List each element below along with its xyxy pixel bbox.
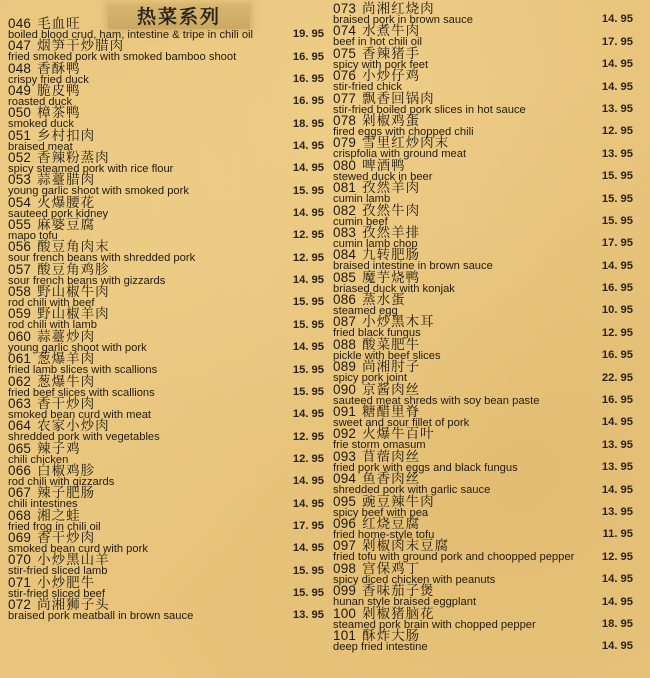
menu-item-english-description: sour french beans with shredded pork <box>8 252 196 265</box>
menu-item <box>8 328 326 354</box>
menu-item-number: 065 <box>8 440 32 456</box>
menu-item-price: 12. 95 <box>292 229 324 242</box>
menu-item-english-description: crispy fried duck <box>8 73 89 86</box>
menu-item-price: 14. 95 <box>292 408 324 421</box>
menu-item-chinese-name: 香辣猪手 <box>362 45 421 62</box>
menu-item-price: 12. 95 <box>601 550 633 563</box>
menu-item-price: 17. 95 <box>601 237 633 250</box>
menu-item-number: 099 <box>333 583 357 599</box>
menu-item-chinese-name: 小炒仔鸡 <box>362 68 421 85</box>
menu-item-english-description: hunan style braised eggplant <box>333 596 477 609</box>
menu-item-number: 076 <box>333 68 357 84</box>
menu-item-price: 14. 95 <box>601 573 633 586</box>
menu-item-chinese-name: 脆皮鸭 <box>37 83 81 100</box>
menu-item-heading <box>8 328 326 345</box>
menu-item <box>8 554 326 576</box>
menu-item-heading <box>333 381 633 398</box>
menu-item-english-description: braised pork in brown sauce <box>333 14 473 26</box>
menu-item-price: 12. 95 <box>292 430 324 443</box>
menu-item-chinese-name: 尚湘狮子头 <box>37 596 110 613</box>
menu-item-number: 083 <box>333 224 357 240</box>
menu-item-price: 16. 95 <box>601 282 633 295</box>
menu-item-english-description: spicy beef with pea <box>333 506 429 519</box>
menu-item-number: 093 <box>333 448 357 464</box>
menu-item-english-description: beef in hot chili oil <box>333 36 422 49</box>
menu-item-heading <box>8 60 326 77</box>
menu-item-chinese-name: 雪里红炒肉末 <box>362 135 450 152</box>
menu-item-number: 062 <box>8 373 32 389</box>
menu-item-number: 082 <box>333 202 357 218</box>
menu-item-chinese-name: 剁椒肉末豆腐 <box>362 538 450 555</box>
menu-item-heading <box>333 605 633 622</box>
menu-item-chinese-name: 湘之蛙 <box>37 507 81 524</box>
menu-item <box>333 249 633 271</box>
menu-item-english-description: frie storm omasum <box>333 439 426 452</box>
menu-item-english-description: braised pork meatball in brown sauce <box>8 609 194 622</box>
menu-item <box>333 361 633 383</box>
menu-item-number: 056 <box>8 239 32 255</box>
menu-item-english-description: chili chicken <box>8 453 69 466</box>
menu-item-number: 073 <box>333 1 357 16</box>
menu-item-chinese-name: 野山椒牛肉 <box>37 284 110 301</box>
menu-item-chinese-name: 红烧豆腐 <box>362 515 421 532</box>
menu-item-number: 084 <box>333 247 357 263</box>
menu-item <box>8 194 326 220</box>
menu-item-english-description: cumin lamb <box>333 193 391 206</box>
menu-item <box>333 157 633 183</box>
menu-item-chinese-name: 麻婆豆腐 <box>37 217 96 234</box>
menu-item <box>333 473 633 495</box>
menu-item-heading <box>333 493 633 510</box>
menu-item-number: 072 <box>8 596 32 612</box>
menu-item-price: 17. 95 <box>601 35 633 48</box>
menu-item-price: 12. 95 <box>292 452 324 465</box>
menu-item-english-description: shredded pork with vegetables <box>8 431 160 444</box>
menu-item-chinese-name: 农家小炒肉 <box>37 418 110 435</box>
menu-item-price: 14. 95 <box>601 640 633 653</box>
menu-item <box>333 90 633 116</box>
menu-item-chinese-name: 野山椒羊肉 <box>37 306 110 323</box>
menu-item-number: 054 <box>8 194 32 210</box>
menu-item-price: 13. 95 <box>601 438 633 451</box>
menu-item-chinese-name: 小炒肥牛 <box>37 574 96 591</box>
menu-item-number: 052 <box>8 150 32 166</box>
menu-item-number: 053 <box>8 172 32 188</box>
menu-item-chinese-name: 糖醋里脊 <box>362 404 421 421</box>
menu-item <box>8 40 326 62</box>
menu-item-price: 15. 95 <box>292 385 324 398</box>
menu-item-english-description: rod chili with beef <box>8 297 95 310</box>
menu-item-price: 22. 95 <box>601 371 633 384</box>
menu-item-number: 077 <box>333 90 357 106</box>
menu-item-english-description: stir-fried sliced lamb <box>8 565 108 578</box>
menu-item-chinese-name: 白椒鸡胗 <box>37 462 96 479</box>
menu-item-number: 051 <box>8 127 32 143</box>
menu-item-number: 087 <box>333 314 357 330</box>
menu-item-number: 058 <box>8 284 32 300</box>
menu-item-number: 048 <box>8 60 32 76</box>
menu-item-price: 15. 95 <box>292 296 324 309</box>
menu-item-chinese-name: 蒜薹炒肉 <box>37 328 96 345</box>
menu-item <box>8 308 326 330</box>
menu-item-chinese-name: 蒸水蛋 <box>362 292 406 309</box>
menu-item-english-description: fried beef slices with scallions <box>8 386 155 399</box>
menu-item-heading <box>8 507 326 524</box>
menu-item-english-description: cumin lamb chop <box>333 237 418 250</box>
menu-item-number: 064 <box>8 418 32 434</box>
menu-item-number: 080 <box>333 157 357 173</box>
menu-item <box>333 182 633 204</box>
menu-item <box>333 202 633 228</box>
menu-item-chinese-name: 香辣粉蒸肉 <box>37 150 110 167</box>
menu-item-english-description: fried tofu with ground pork and choopped pepper <box>333 551 575 564</box>
section-title: 热菜系列 <box>136 6 221 28</box>
menu-item-english-description: fired eggs with chopped chili <box>333 125 474 138</box>
menu-item-english-description: fried black fungus <box>333 327 421 340</box>
menu-item-number: 070 <box>8 552 32 568</box>
menu-item-chinese-name: 鱼香肉丝 <box>362 471 421 488</box>
menu-item-chinese-name: 蒜薹腊肉 <box>37 172 96 189</box>
menu-item-chinese-name: 酸豆角鸡胗 <box>37 261 110 278</box>
menu-item-english-description: steamed egg <box>333 305 398 318</box>
menu-item-number: 096 <box>333 515 357 531</box>
menu-item-chinese-name: 京酱肉丝 <box>362 381 421 398</box>
menu-item-number: 074 <box>333 23 357 39</box>
menu-item-price: 16. 95 <box>601 394 633 407</box>
menu-item <box>333 448 633 474</box>
menu-item-chinese-name: 尚湘红烧肉 <box>362 1 435 17</box>
menu-item-chinese-name: 啤酒鸭 <box>362 157 406 174</box>
menu-item <box>333 428 633 450</box>
menu-item <box>8 373 326 399</box>
menu-item-english-description: crispfolia with ground meat <box>333 148 467 161</box>
menu-item <box>333 381 633 407</box>
menu-item-english-description: chili intestines <box>8 498 78 511</box>
menu-item-number: 089 <box>333 359 357 375</box>
menu-item-price: 10. 95 <box>601 304 633 317</box>
menu-item-english-description: stewed duck in beer <box>333 170 433 183</box>
menu-item-price: 14. 95 <box>292 274 324 287</box>
menu-item-price: 14. 95 <box>601 595 633 608</box>
menu-item-english-description: braised meat <box>8 140 73 153</box>
menu-item-price: 16. 95 <box>292 50 324 63</box>
menu-item-number: 055 <box>8 217 32 233</box>
menu-item-price: 19. 95 <box>292 28 324 41</box>
menu-item-heading <box>8 440 326 457</box>
menu-item-chinese-name: 辣子鸡 <box>37 440 81 457</box>
menu-item-chinese-name: 剁椒鸡蛋 <box>362 112 421 129</box>
menu-item-english-description: stir-fried boiled pork slices in hot sauce <box>333 103 526 116</box>
menu-item-price: 15. 95 <box>601 170 633 183</box>
menu-item <box>8 529 326 555</box>
menu-item-price: 12. 95 <box>601 125 633 138</box>
menu-item-english-description: young garlic shoot with smoked pork <box>8 185 189 198</box>
menu-item-number: 049 <box>8 83 32 99</box>
menu-item <box>333 25 633 47</box>
menu-item-price: 14. 95 <box>292 497 324 510</box>
menu-item-heading <box>333 448 633 465</box>
menu-item-price: 15. 95 <box>292 363 324 376</box>
menu-item-english-description: cumin beef <box>333 215 388 228</box>
menu-item-price: 15. 95 <box>292 586 324 599</box>
menu-item-chinese-name: 孜然羊肉 <box>362 180 421 197</box>
menu-item-price: 12. 95 <box>292 251 324 264</box>
menu-item-english-description: sauteed meat shreds with soy bean paste <box>333 394 540 407</box>
menu-item-number: 067 <box>8 485 32 501</box>
menu-item-chinese-name: 香干炒肉 <box>37 529 96 546</box>
menu-item-price: 13. 95 <box>601 102 633 115</box>
menu-item-english-description: smoked duck <box>8 118 74 131</box>
menu-item-heading <box>8 194 326 211</box>
menu-item-price: 14. 95 <box>601 416 633 429</box>
menu-item-price: 14. 95 <box>601 13 633 26</box>
menu-item <box>333 269 633 295</box>
menu-item-price: 14. 95 <box>292 341 324 354</box>
menu-item-chinese-name: 毛血旺 <box>37 16 81 32</box>
menu-item <box>8 596 326 622</box>
menu-item-price: 13. 95 <box>601 505 633 518</box>
menu-item-english-description: sour french beans with gizzards <box>8 274 166 287</box>
menu-item-number: 078 <box>333 112 357 128</box>
menu-item-number: 075 <box>333 45 357 61</box>
menu-item <box>333 585 633 607</box>
menu-item-heading <box>333 157 633 174</box>
menu-item-chinese-name: 火爆腰花 <box>37 194 96 211</box>
menu-item-number: 086 <box>333 292 357 308</box>
menu-item-english-description: boiled blood crud, ham, intestine & tripe in chili oil <box>8 29 254 41</box>
menu-item-heading <box>8 127 326 144</box>
menu-item-english-description: sweet and sour fillet of pork <box>333 417 470 430</box>
menu-item-chinese-name: 苜蓿肉丝 <box>362 448 421 465</box>
menu-item <box>8 574 326 600</box>
menu-item <box>8 60 326 86</box>
menu-item-chinese-name: 酸豆角肉末 <box>37 239 110 256</box>
menu-item-price: 14. 95 <box>601 259 633 272</box>
menu-item-price: 14. 95 <box>292 475 324 488</box>
menu-item <box>8 507 326 533</box>
menu-item-english-description: roasted duck <box>8 96 73 109</box>
menu-item-chinese-name: 香干炒肉 <box>37 395 96 412</box>
menu-item <box>8 487 326 509</box>
menu-item-chinese-name: 九转肥肠 <box>362 247 421 264</box>
menu-item-price: 13. 95 <box>601 147 633 160</box>
left-menu-list <box>8 18 326 621</box>
menu-item <box>333 112 633 138</box>
menu-item-heading <box>8 261 326 278</box>
menu-item-number: 094 <box>333 471 357 487</box>
menu-item-number: 057 <box>8 261 32 277</box>
menu-item-number: 066 <box>8 462 32 478</box>
menu-item <box>8 241 326 263</box>
menu-item-english-description: sauteed pork kidney <box>8 207 109 220</box>
menu-item <box>8 462 326 488</box>
menu-item-price: 13. 95 <box>292 609 324 622</box>
menu-item-price: 11. 95 <box>602 528 633 541</box>
menu-item-number: 050 <box>8 105 32 121</box>
menu-item-english-description: shredded pork with garlic sauce <box>333 484 491 497</box>
menu-item-english-description: stir-fried chick <box>333 81 402 94</box>
menu-item <box>8 353 326 375</box>
menu-item <box>333 493 633 519</box>
menu-item-english-description: fried pork with eggs and black fungus <box>333 461 518 474</box>
menu-item <box>333 336 633 362</box>
menu-item-english-description: spicy with pork feet <box>333 58 429 71</box>
menu-item-english-description: spicy diced chicken with peanuts <box>333 573 496 586</box>
menu-item <box>333 224 633 250</box>
menu-item-price: 13. 95 <box>601 461 633 474</box>
menu-item-chinese-name: 豌豆辣牛肉 <box>362 493 435 510</box>
menu-item-number: 091 <box>333 404 357 420</box>
menu-item <box>8 261 326 287</box>
menu-item-heading <box>8 574 326 591</box>
menu-item-number: 088 <box>333 336 357 352</box>
menu-item-chinese-name: 剁椒猪脑花 <box>362 605 435 622</box>
menu-item-chinese-name: 飘香回锅肉 <box>362 90 435 107</box>
menu-item-chinese-name: 乡村扣肉 <box>37 127 96 144</box>
menu-item-chinese-name: 香味茄子煲 <box>362 583 435 600</box>
menu-item-price: 15. 95 <box>292 564 324 577</box>
menu-item-price: 14. 95 <box>601 80 633 93</box>
menu-item <box>333 627 633 653</box>
menu-item <box>333 70 633 92</box>
menu-item-english-description: rod chili with lamb <box>8 319 97 332</box>
menu-item-chinese-name: 酥炸大肠 <box>362 627 421 644</box>
menu-item-english-description: deep fried intestine <box>333 640 428 653</box>
menu-item <box>8 107 326 129</box>
menu-item-english-description: mapo tofu <box>8 230 58 243</box>
menu-item-number: 095 <box>333 493 357 509</box>
menu-item-heading <box>333 269 633 286</box>
menu-item <box>8 440 326 466</box>
menu-item-price: 15. 95 <box>292 318 324 331</box>
menu-item-number: 071 <box>8 574 32 590</box>
menu-item-number: 081 <box>333 180 357 196</box>
menu-item-english-description: steamed pork brain with chopped pepper <box>333 618 536 631</box>
menu-item-number: 098 <box>333 560 357 576</box>
menu-item-english-description: stir-fried sliced beef <box>8 587 105 600</box>
menu-item <box>333 540 633 562</box>
menu-item-price: 18. 95 <box>292 117 324 130</box>
menu-item-english-description: spicy steamed pork with rice flour <box>8 163 174 176</box>
menu-item-chinese-name: 葱爆羊肉 <box>37 351 96 368</box>
menu-item-chinese-name: 尚湘肘子 <box>362 359 421 376</box>
menu-item-english-description: fried smoked pork with smoked bamboo shoot <box>8 51 237 64</box>
right-menu-list <box>333 3 633 652</box>
menu-item-chinese-name: 小炒黑木耳 <box>362 314 435 331</box>
menu-item-chinese-name: 火爆牛百叶 <box>362 426 435 443</box>
menu-item-price: 14. 95 <box>601 58 633 71</box>
menu-item-number: 090 <box>333 381 357 397</box>
menu-item-price: 18. 95 <box>601 617 633 630</box>
menu-item <box>333 316 633 338</box>
menu-item-price: 16. 95 <box>292 73 324 86</box>
menu-item-number: 059 <box>8 306 32 322</box>
menu-item-english-description: fried frog in chili oil <box>8 520 101 533</box>
menu-item-english-description: briased duck with konjak <box>333 282 455 295</box>
menu-item-price: 14. 95 <box>292 207 324 220</box>
menu-item-chinese-name: 香酥鸭 <box>37 60 81 77</box>
menu-item-number: 100 <box>333 605 357 621</box>
menu-item-number: 101 <box>333 627 357 643</box>
menu-item-chinese-name: 烟笋干炒腊肉 <box>37 38 125 55</box>
menu-item-price: 14. 95 <box>601 483 633 496</box>
menu-item-chinese-name: 辣子肥肠 <box>37 485 96 502</box>
menu-item-chinese-name: 水煮牛肉 <box>362 23 421 40</box>
menu-item-price: 15. 95 <box>601 214 633 227</box>
menu-item-english-description: rod chili with gizzards <box>8 475 115 488</box>
menu-item-chinese-name: 孜然牛肉 <box>362 202 421 219</box>
menu-item-number: 069 <box>8 529 32 545</box>
menu-item <box>333 605 633 631</box>
menu-item-price: 16. 95 <box>601 349 633 362</box>
menu-item-english-description: smoked bean curd with meat <box>8 408 152 421</box>
menu-item-number: 063 <box>8 395 32 411</box>
menu-item-chinese-name: 孜然羊排 <box>362 224 421 241</box>
menu-item <box>8 18 326 40</box>
menu-item-english-description: fried home-style tofu <box>333 528 435 541</box>
menu-item-english-description: young garlic shoot with pork <box>8 341 147 354</box>
menu-item-heading <box>8 373 326 390</box>
menu-item-chinese-name: 小炒黑山羊 <box>37 552 110 569</box>
menu-item <box>333 45 633 71</box>
menu-item-number: 061 <box>8 351 32 367</box>
menu-item-chinese-name: 酸菜肥牛 <box>362 336 421 353</box>
menu-item-number: 060 <box>8 328 32 344</box>
menu-item-heading <box>333 45 633 62</box>
menu-item-price: 14. 95 <box>292 162 324 175</box>
menu-item-english-description: fried lamb slices with scallions <box>8 364 158 377</box>
menu-item-price: 17. 95 <box>292 519 324 532</box>
menu-item-number: 085 <box>333 269 357 285</box>
menu-item-english-description: braised intestine in brown sauce <box>333 260 493 273</box>
menu-item-number: 047 <box>8 38 32 54</box>
menu-item-price: 14. 95 <box>292 542 324 555</box>
menu-item <box>333 560 633 586</box>
menu-item-english-description: spicy pork joint <box>333 372 407 385</box>
menu-item-chinese-name: 葱爆牛肉 <box>37 373 96 390</box>
menu-item <box>8 420 326 442</box>
menu-item-heading <box>333 90 633 107</box>
menu-item-price: 16. 95 <box>292 95 324 108</box>
menu-item-heading <box>333 560 633 577</box>
menu-item-english-description: pickle with beef slices <box>333 349 441 362</box>
menu-item-number: 097 <box>333 538 357 554</box>
menu-item-price: 14. 95 <box>292 140 324 153</box>
menu-item-english-description: smoked bean curd with pork <box>8 542 148 555</box>
menu-item-price: 15. 95 <box>292 184 324 197</box>
menu-item <box>333 137 633 159</box>
menu-item-heading <box>333 202 633 219</box>
menu-item <box>8 395 326 421</box>
menu-item-number: 068 <box>8 507 32 523</box>
menu-item-number: 046 <box>8 16 32 31</box>
menu-item-chinese-name: 樟茶鸭 <box>37 105 81 122</box>
menu-item <box>8 174 326 196</box>
menu-item-chinese-name: 宫保鸡丁 <box>362 560 421 577</box>
menu-item-number: 079 <box>333 135 357 151</box>
menu-item-number: 092 <box>333 426 357 442</box>
menu-item-price: 15. 95 <box>601 192 633 205</box>
menu-item-chinese-name: 魔芋烧鸭 <box>362 269 421 286</box>
menu-item-price: 12. 95 <box>601 326 633 339</box>
menu-item <box>8 127 326 153</box>
